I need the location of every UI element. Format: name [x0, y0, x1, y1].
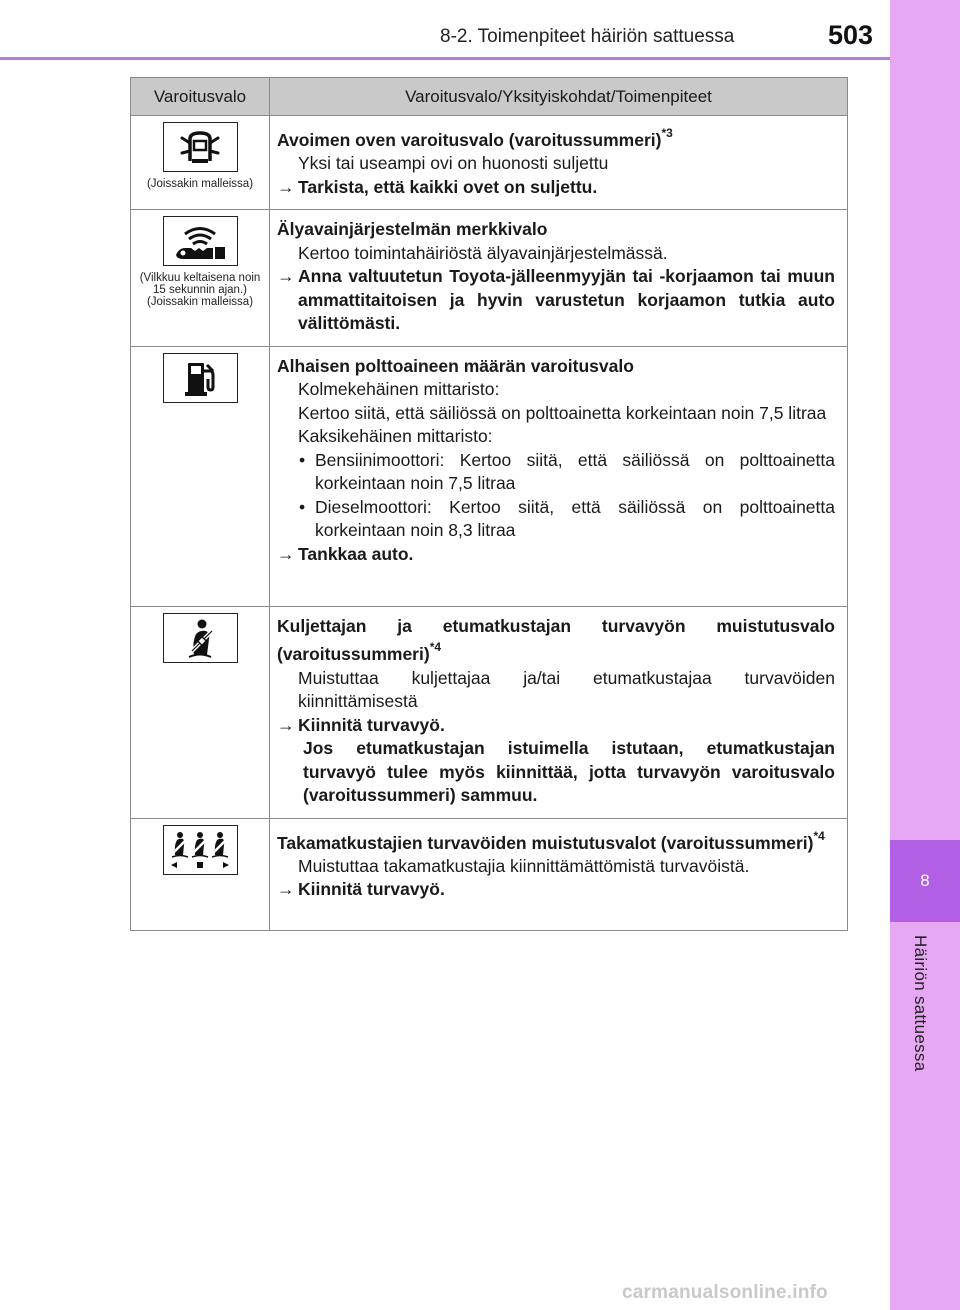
text-cell: [270, 116, 848, 210]
section-title: 8-2. Toimenpiteet häiriön sattuessa: [440, 26, 735, 47]
row-description: Kertoo toimintahäiriöstä älyavainjärjestelmässä.: [298, 242, 668, 263]
arrow-icon: →: [277, 176, 295, 197]
cluster-type-label: Kolmekehäinen mittaristo:: [298, 379, 500, 400]
rear-seatbelts-icon: [163, 825, 238, 875]
table-row: [131, 116, 848, 210]
icon-note: (Joissakin malleissa): [146, 296, 254, 309]
icon-cell: [131, 346, 270, 606]
row-action-detail: Jos etumatkustajan istuimella istutaan, etumatkustajan turvavyö tulee myös kiinnittää, jotta turvavyön varoitusvalo (varoitussummeri) sammuu.: [303, 738, 835, 806]
list-item: • Bensiinimoottori: Kertoo siitä, että säiliössä on polttoainetta korkeintaan noin 7,5 litraa: [299, 449, 835, 494]
text-cell: [270, 606, 848, 818]
arrow-icon: →: [277, 266, 295, 287]
warning-light-table: [130, 77, 848, 931]
row-action: → Tarkista, että kaikki ovet on suljettu.: [277, 176, 835, 200]
smart-key-icon: [163, 216, 238, 266]
footnote-marker: *4: [813, 828, 825, 843]
table-row: [131, 818, 848, 930]
icon-cell: [131, 818, 270, 930]
bullet-icon: •: [299, 496, 306, 517]
icon-cell: [131, 606, 270, 818]
row-action: → Kiinnitä turvavyö.: [277, 878, 835, 902]
text-cell: [270, 818, 848, 930]
chapter-side-tab: [890, 0, 960, 1310]
icon-cell: [131, 210, 270, 347]
arrow-icon: →: [277, 879, 295, 900]
watermark: carmanualsonline.info: [622, 1282, 828, 1303]
fuel-pump-icon: [163, 353, 238, 403]
row-description: Yksi tai useampi ovi on huonosti suljettu: [298, 153, 609, 174]
list-item: • Dieselmoottori: Kertoo siitä, että säiliössä on polttoainetta korkeintaan noin 8,3 litraa: [299, 496, 835, 541]
row-description: Kertoo siitä, että säiliössä on polttoainetta korkeintaan noin 7,5 litraa: [298, 402, 827, 423]
row-title: Takamatkustajien turvavöiden muistutusvalot (varoitussummeri)$^{*4}$: [277, 828, 825, 853]
column-header-warning-light: Varoitusvalo: [131, 78, 270, 116]
row-title: Alhaisen polttoaineen määrän varoitusvalo: [277, 355, 634, 376]
chapter-number-tab[interactable]: 8: [890, 840, 960, 922]
row-description: Muistuttaa takamatkustajia kiinnittämättömistä turvavöistä.: [298, 855, 750, 876]
header-divider: [0, 57, 890, 60]
row-title: Kuljettajan ja etumatkustajan turvavyön muistutusvalo (varoitussummeri)$^{*4}$: [277, 615, 835, 665]
page-number: 503: [828, 20, 874, 50]
bullet-icon: •: [299, 449, 306, 470]
footnote-marker: *4: [429, 640, 442, 655]
table-row: [131, 606, 848, 818]
row-action: → Anna valtuutetun Toyota-jälleenmyyjän tai -korjaamon tai muun ammattitaitoisen ja hyvin varustetun korjaamon tutkia auto välittömästi.: [277, 266, 835, 334]
text-cell: [270, 210, 848, 347]
open-door-icon: [163, 122, 238, 172]
row-description: Muistuttaa kuljettajaa ja/tai etumatkustajaa turvavöiden kiinnittämisestä: [298, 667, 835, 712]
text-cell: [270, 346, 848, 606]
icon-cell: [131, 116, 270, 210]
table-row: [131, 210, 848, 347]
icon-note: (Vilkkuu keltaisena noin 15 sekunnin ajan.): [139, 272, 261, 297]
row-action: → Tankkaa auto.: [277, 543, 835, 567]
cluster-type-label: Kaksikehäinen mittaristo:: [298, 426, 493, 447]
arrow-icon: →: [277, 714, 295, 735]
table-row: [131, 346, 848, 606]
chapter-title-vertical: Häiriön sattuessa: [911, 935, 930, 1072]
row-title: Älyavainjärjestelmän merkkivalo: [277, 219, 548, 240]
arrow-icon: →: [277, 543, 295, 564]
row-title: Avoimen oven varoitusvalo (varoitussummeri)$^{*3}$: [277, 126, 673, 150]
footnote-marker: *3: [661, 126, 673, 140]
column-header-details: Varoitusvalo/Yksityiskohdat/Toimenpiteet: [270, 78, 848, 116]
seatbelt-icon: [163, 613, 238, 663]
icon-note: (Joissakin malleissa): [146, 178, 254, 190]
row-action: → Kiinnitä turvavyö.: [277, 714, 835, 738]
